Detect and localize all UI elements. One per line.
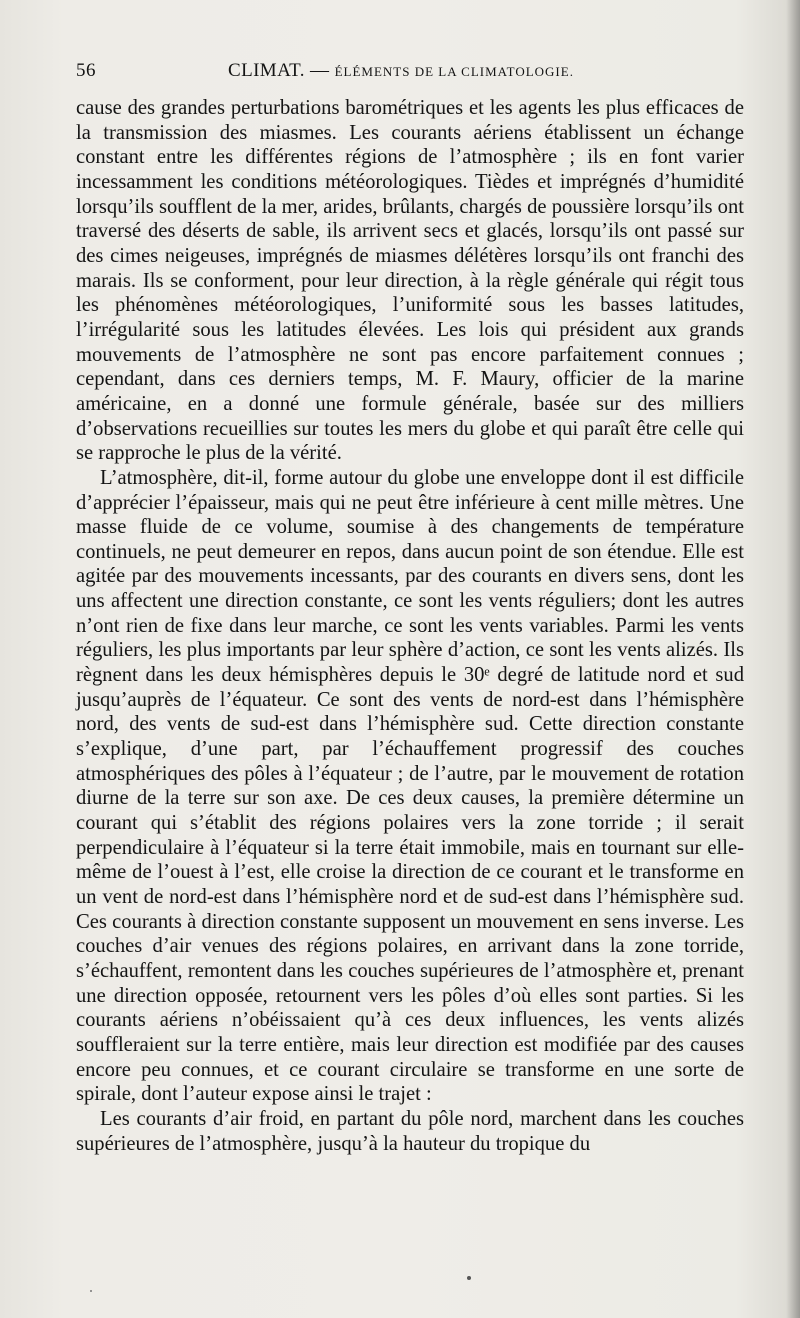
paragraph: L’atmosphère, dit-il, forme autour du globe une enveloppe dont il est difficile d’apprécier l’épaisseur, mais qui ne peut être inférieure à cent mille mètres. Une masse fluide de ce volume, soumise à des changements de température continuels, ne peut demeurer en repos, dans aucun point de son étendue. Elle est agitée par des mouvements incessants, par des courants en divers sens, dont les uns affectent une direction constante, ce sont les vents réguliers; dont les autres n’ont rien de fixe dans leur marche, ce sont les vents variables. Parmi les vents réguliers, les plus importants par leur sphère d’action, ce sont les vents alizés. Ils règnent dans les deux hémisphères depuis le 30ᵉ degré de latitude nord et sud jusqu’auprès de l’équateur. Ce sont des vents de nord-est dans l’hémisphère nord, des vents de sud-est dans l’hémisphère sud. Cette direction constante s’explique, d’une part, par l’échauffement progressif des couches atmosphériques des pôles à l’équateur ; de l’autre, par le mouvement de rotation diurne de la terre sur son axe. De ces deux causes, la première détermine un courant qui s’établit des régions polaires vers la zone torride ; il serait perpendiculaire à l’équateur si la terre était immobile, mais en tournant sur elle-même de l’ouest à l’est, elle croise la direction de ce courant et le transforme en un vent de nord-est dans l’hémisphère nord et de sud-est dans l’hémisphère sud. Ces courants à direction constante supposent un mouvement en sens inverse. Les couches d’air venues des régions polaires, en arrivant dans la zone torride, s’échauffent, remontent dans les couches supérieures de l’atmosphère et, prenant une direction opposée, retournent vers les pôles d’où elles sont parties. Si les courants aériens n’obéissaient qu’à ces deux influences, les vents alizés souffleraient sur la terre entière, mais leur direction est modifiée par des causes encore peu connues, et ce courant circulaire se transforme en une sorte de spirale, dont l’auteur expose ainsi le trajet : — [76, 466, 744, 1106]
print-speck — [467, 1276, 471, 1280]
print-speck — [90, 1290, 92, 1292]
running-head — [228, 60, 574, 82]
running-head-dash: — — [310, 60, 330, 81]
paragraph: Les courants d’air froid, en partant du pôle nord, marchent dans les couches supérieures de l’atmosphère, jusqu’à la hauteur du tropique du — [76, 1107, 744, 1155]
page-number: 56 — [76, 60, 96, 81]
page-edge-shadow — [786, 0, 800, 1318]
running-head-main: CLIMAT. — [228, 60, 305, 81]
page-header — [76, 60, 744, 88]
running-head-subtitle: ÉLÉMENTS DE LA CLIMATOLOGIE. — [334, 64, 574, 79]
body-text — [76, 96, 744, 1156]
paragraph: cause des grandes perturbations barométriques et les agents les plus efficaces de la transmission des miasmes. Les courants aériens établissent un échange constant entre les différentes régions de l’atmosphère ; ils en font varier incessamment les conditions météorologiques. Tièdes et imprégnés d’humidité lorsqu’ils soufflent de la mer, arides, brûlants, chargés de poussière lorsqu’ils ont traversé des déserts de sable, ils arrivent secs et glacés, lorsqu’ils ont passé sur des cimes neigeuses, imprégnés de miasmes délétères lorsqu’ils ont franchi des marais. Ils se conforment, pour leur direction, à la règle générale qui régit tous les phénomènes météorologiques, l’uniformité sous les basses latitudes, l’irrégularité sous les latitudes élevées. Les lois qui président aux grands mouvements de l’atmosphère ne sont pas encore parfaitement connues ; cependant, dans ces derniers temps, M. F. Maury, officier de la marine américaine, en a donné une formule générale, basée sur des milliers d’observations recueillies sur toutes les mers du globe et qui paraît être celle qui se rapproche le plus de la vérité. — [76, 97, 744, 465]
